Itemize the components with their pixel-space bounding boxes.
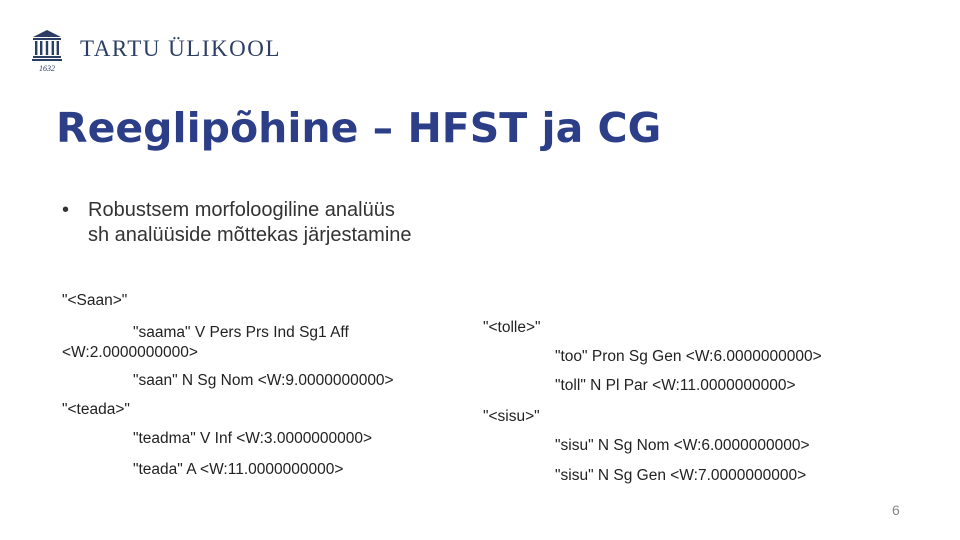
cg-cohort-saan: "<Saan>" xyxy=(62,292,128,309)
cg-reading-toll: "toll" N Pl Par <W:11.0000000000> xyxy=(555,377,796,394)
cg-reading-sisu-gen: "sisu" N Sg Gen <W:7.0000000000> xyxy=(555,467,807,484)
university-logo xyxy=(30,28,281,76)
cg-reading-too: "too" Pron Sg Gen <W:6.0000000000> xyxy=(555,348,822,365)
slide-title: Reeglipõhine – HFST ja CG xyxy=(56,104,662,152)
bullet-marker: • xyxy=(62,199,70,221)
cg-reading-saan: "saan" N Sg Nom <W:9.0000000000> xyxy=(133,372,394,389)
bullet-item xyxy=(62,198,412,248)
cg-reading-teadma: "teadma" V Inf <W:3.0000000000> xyxy=(133,430,373,447)
cg-reading-teada: "teada" A <W:11.0000000000> xyxy=(133,461,344,478)
bullet-line-1: Robustsem morfoloogiline analüüs xyxy=(88,199,395,221)
cg-reading-saama-weight: <W:2.0000000000> xyxy=(62,344,198,361)
cg-cohort-tolle: "<tolle>" xyxy=(483,319,541,336)
bullet-list xyxy=(62,198,412,248)
university-building-icon xyxy=(30,28,68,76)
cg-cohort-sisu: "<sisu>" xyxy=(483,408,540,425)
logo-wordmark: TARTU ÜLIKOOL xyxy=(80,36,281,61)
cg-reading-sisu-nom: "sisu" N Sg Nom <W:6.0000000000> xyxy=(555,437,810,454)
page-number: 6 xyxy=(892,502,900,518)
logo-year: 1632 xyxy=(39,64,55,73)
cg-cohort-teada: "<teada>" xyxy=(62,401,130,418)
bullet-line-2: sh analüüside mõttekas järjestamine xyxy=(88,224,412,246)
cg-reading-saama: "saama" V Pers Prs Ind Sg1 Aff xyxy=(133,324,349,341)
